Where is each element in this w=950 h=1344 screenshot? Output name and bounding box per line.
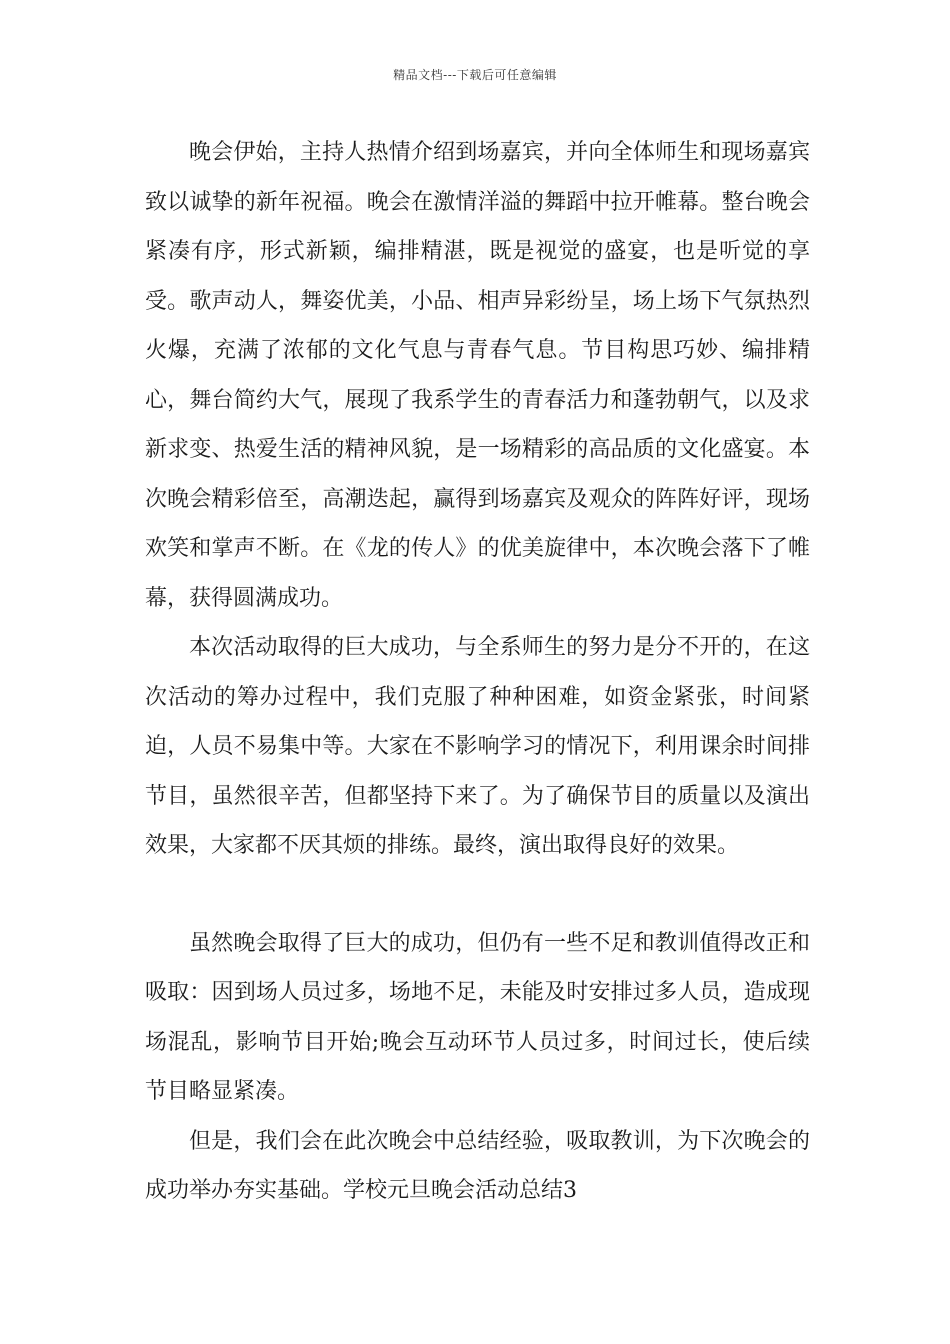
- page-header: 精品文档---下载后可任意编辑: [393, 68, 557, 82]
- paragraph-shortcomings: 虽然晚会取得了巨大的成功，但仍有一些不足和教训值得改正和吸取：因到场人员过多，场地不足，未能及时安排过多人员，造成现场混乱，影响节目开始;晚会互动环节人员过多，时间过长，使后续节目略显紧凑。: [145, 930, 810, 1104]
- document-body: [145, 128, 810, 1216]
- paragraph-gala-summary: 晚会伊始，主持人热情介绍到场嘉宾，并向全体师生和现场嘉宾致以诚挚的新年祝福。晚会在激情洋溢的舞蹈中拉开帷幕。整台晚会紧凑有序，形式新颖，编排精湛，既是视觉的盛宴，也是听觉的享受。歌声动人，舞姿优美，小品、相声异彩纷呈，场上场下气氛热烈火爆，充满了浓郁的文化气息与青春气息。节目构思巧妙、编排精心，舞台简约大气，展现了我系学生的青春活力和蓬勃朝气，以及求新求变、热爱生活的精神风貌，是一场精彩的高品质的文化盛宴。本次晚会精彩倍至，高潮迭起，赢得到场嘉宾及观众的阵阵好评，现场欢笑和掌声不断。在《龙的传人》的优美旋律中，本次晚会落下了帷幕，获得圆满成功。: [145, 140, 810, 611]
- paragraph-conclusion: 但是，我们会在此次晚会中总结经验，吸取教训，为下次晚会的成功举办夯实基础。学校元旦晚会活动总结3: [145, 1128, 810, 1203]
- paragraph-success-reasons: 本次活动取得的巨大成功，与全系师生的努力是分不开的，在这次活动的筹办过程中，我们克服了种种困难，如资金紧张，时间紧迫，人员不易集中等。大家在不影响学习的情况下，利用课余时间排节目，虽然很辛苦，但都坚持下来了。为了确保节目的质量以及演出效果，大家都不厌其烦的排练。最终，演出取得良好的效果。: [145, 635, 810, 858]
